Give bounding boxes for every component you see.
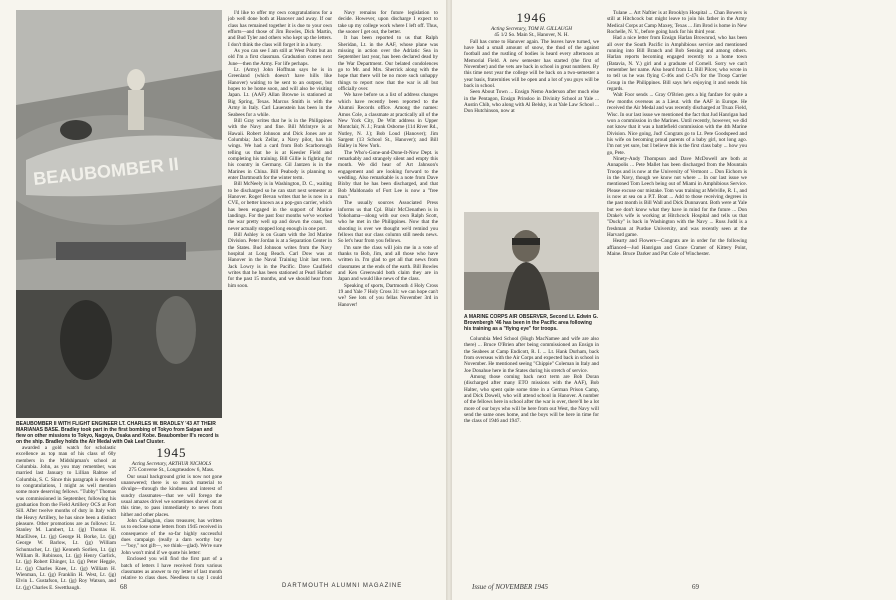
body-paragraph: Fall has come to Hanover again. The leaves have turned, we have had a small amount of snow, the thud of the against football and the rustling of bodies is heard every afternoon at Memorial Field. A new semester has started (the first of November) and the vets are back in school in great numbers. By this time next year the college will be back on a two-semester a year basis, fraternities will be open and a lot of you guys will be back in school. (464, 38, 599, 90)
body-paragraph: Navy remains for future legislation to decide. However, upon discharge I expect to take up my college work where I left off. Thus, the sooner I get out, the better. (338, 10, 438, 36)
body-paragraph: Speaking of sports, Dartmouth 4 Holy Cross 19 and Yale 7 Holy Cross 31: we can hope can't we? See lots of you fellas November 3rd in Hanover! (338, 282, 438, 308)
class-year: 1945 (156, 445, 187, 460)
body-paragraph: The usually sources Associated Press informs us that Cpl. Blair McClenathen is in Yokohama—along with our own Ralph Scott, who he met in the Philippines. Now that the shooting is over we thought we'd remind you fellows that our class column still needs news. So let's hear from you fellows. (338, 200, 438, 245)
issue-footer: Issue of NOVEMBER 1945 (472, 583, 549, 591)
body-paragraph: Among those coming back next term are Bob Doran (discharged after many ETO missions with the AAF), Bob Halter, who spent quite some time in a German Prison Camp, and Dick Dowell, who will attend school in Hanover. A number of the fellows here in school after the war is over, there'll be a lot more of our boys who will be here from out West, the Navy will send the same ones home, and the boys will be here in time for the class of 1946 and 1947. (464, 374, 599, 425)
left-col-4 (338, 10, 438, 578)
left-col-1 (16, 445, 116, 591)
body-paragraph: John Callaghan, class treasurer, has written us to enclose some letters from 1945 received in consequence of the so-far highly successful dues campaign (really a darn worthy buy—"boy," not gift—, we think—glad). We're sure John won't mind if we quote his letter: (121, 518, 222, 556)
photo-caption-rest: Bradley took part in the first bombing of Tokyo from Saipan and flew on other missions to Tokyo, Nagoya, Osaka and Kobe. Beaubomber II's record is on the ship. Bradley holds the Air Medal with Oak Leaf Cluster. (16, 427, 219, 445)
body-paragraph: It has been reported to us that Ralph Sheridan, Lt. in the AAF, whose plane was missing in action over the Adriatic Sea in September last year, has been declared dead by the War Department. Our belated condolences go to Mr. and Mrs. Sherrick along with the hope that there will be no more such unhappy things to report now that the war is all but officially over. (338, 35, 438, 93)
right-col-1 (464, 10, 599, 210)
left-col-3 (228, 10, 332, 578)
class-address: 275 Converse St., Longmeadow 6, Mass. (128, 467, 215, 474)
right-page (452, 0, 896, 600)
body-paragraph: Lt. (Army) John Hoffman says he is in Greenland (which doesn't have hills like Hanover) waiting to be sent to an outpost, but hopes to be home soon, and will also be visiting Japan. Lt. (AAF) Allan Browne is stationed at Big Spring, Texas. Marcus Smith is with the Army in Italy. Carl Lauenstein has been in the Seabees for a while. (228, 67, 332, 118)
right-page-number: 69 (692, 583, 699, 591)
marine-photo-illustration (464, 212, 599, 310)
class-address: 45 1/2 So. Main St., Hanover, N. H. (494, 32, 569, 39)
left-page-number: 68 (120, 583, 127, 591)
body-paragraph: Enclosed you will find the first part of a batch of letters I have received from various classmates as answer to my letter of last month relative to class dues. Needless to say I could (121, 556, 222, 580)
class-1946-header (464, 10, 599, 39)
body-paragraph: Seen About Town ... Ensign Nemo Anderson after much else in the Pentagon, Ensign Prinsloo in Divinity School at Yale ... Austin Chib, who along with Al Belsky, is at Yale Law School ... Don Hutchinson, now at (464, 89, 599, 115)
body-paragraph: I'm sure the class will join me in a vote of thanks to Bob, Jim, and all those who have written in. I'm glad to get all that news from classmates at the ends of the earth. Bill Bowles and Ken Greenwald both claim they are in Japan and would like news of the class. (338, 244, 438, 283)
body-paragraph: Bill Gray writes that he is in the Philippines with the Navy and fine. Bill Mclntyre is at Hawaii. Robert Johnson and Dick Jones are at Columbia; Jack Zellar, a Navy pilot, has his wings. We had a card from Bob Scarborough telling us that he is at Keesler Field and completing his training. Bill Gillie is fighting for his country in Germany. Gil Jantzen is in the Marines in China. Bill Peabody is planning to enter Dartmouth for the winter term. (228, 117, 332, 181)
photo-caption-lead: BEAUBOMBER II WITH FLIGHT ENGINEER LT. CHARLES W. BRADLEY '43 AT THEIR MARIANAS BASE. (16, 421, 216, 433)
bomber-photo-illustration (16, 10, 222, 418)
right-col-2 (607, 10, 747, 578)
nose-art-text: BEAUBOMBER II (32, 153, 180, 189)
marine-photo (464, 212, 599, 310)
body-paragraph: Tulane ... Art Naftier is at Brooklyn Hospital ... Chan Bowers is still at Hitchcock but might leave to join his father in the Army Medical Corps at Camp Maxey, Texas ... Jim Brod is home in New Rochelle, N. Y., before going back for his third year. (607, 10, 747, 36)
body-paragraph: I'd like to offer my own congratulations for a job well done both at Hanover and away. If our class has remained together it is due to your own efforts—and those of Jim Bowles, Dick Martin, and Bud Tyler and others who kept up the letters. I don't think the class will forget it in a hurry. (228, 10, 332, 48)
body-paragraph: Bill McNeely is in Washington, D. C., waiting to be discharged so he can start next semester at Hanover. Roger Bevan writes that he is now in a CVE, or better known as a pop-gun carrier, which has been engaged in the support of Marine landings. For the past four months we've worked the war pretty well up and down the coast, but never actually stopped long enough in one port. (228, 181, 332, 232)
body-paragraph: Walt Foor sends ... Gray O'Brien gets a big fanfare for quite a few months overseas as a Lieut. with the AAF in Europe. He received the Air Medal and was recently discharged at Truax Field, Wisc. In our last issue we mentioned the fact that Jud Hanrigan had won a commission in the Marines. Until recently, however, we did not know that it was a battlefield commission with the 4th Marine Division. Nice going, Jud! Congrats go to Lt. Pete Goodspeed and his wife on becoming proud parents of a baby girl, not long ago. I'm not yet sure, but I believe this is the first class baby ... how you go, Pete. (607, 92, 747, 156)
body-paragraph: Hearty and Flowers—Congrats are in order for the following affianced—Jud Hanrigan and Grace Cramer of Kittery Point, Maine. Bruce Darker and Pat Cole of Winchester. (607, 238, 747, 258)
class-1945-header (121, 445, 222, 474)
body-paragraph: Had a nice letter from Ensign Harlan Brownrud, who has been all over the South Pacific in Amphibious service and mentioned running into Bill Branch and Bob Sensing and among others. Harlan reports becoming engaged recently to a home town (Batavia, N. Y.) girl and a graduate of Cornell. Sorry we can't remember her name. Also heard from Lt. Bill Pilcer, who wrote in to tell us he was flying C-46s and C-47s for the Troop Carrier Group in the Philippines. Bill says he's enjoying it and sends his regards. (607, 35, 747, 93)
left-page (0, 0, 446, 600)
body-paragraph: The Who's-Gone-and-Done-It-Now Dept. is remarkably and strangely silent and empty this month. We did hear of Art Jahnson's engagement and are looking forward to the wedding. Also remarkable is a note from Dave Bixby that he has been discharged, and that Bob Maldonado of Fort Lee is now a "free man." (338, 149, 438, 200)
body-paragraph: Ninety-Andy Thompson and Dave McDowell are both at Annapolis ... Pete Mallet has been discharged from the Mountain Troops and is now at the University of Vermont ... Don Eichorn is in the Navy, though we know not where ... In our last issue we mentioned Tom Leech being out of Miami in Amphibious Service. Please excuse our mistake. Tom was training at Melville, R. I., and is now at sea on a P.T. Boat ... Add to those receiving degrees in the past month is Bill Wall and Dick Dunnavant. Both were at Yale but we don't know what they have in mind for the future ... Don Drake's wife is working at Hitchcock Hospital and tells us that "Ducky" is back in Washington with the Navy ... Russ Judd is a freshman at Purdue University, and was recently seen at the Harvard game. (607, 155, 747, 239)
right-col-1-continued (464, 336, 599, 580)
magazine-name: DARTMOUTH ALUMNI MAGAZINE (282, 583, 403, 589)
body-paragraph: As you can see I am still at West Point but an old I'm a first classman. Graduation comes next June—then the Army. For life perhaps. (228, 48, 332, 67)
bomber-photo (16, 10, 222, 418)
class-secretary: Acting Secretary, ARTHUR NICHOLS (131, 461, 212, 467)
body-paragraph: awarded a gold watch for scholastic excellence as top man of his class of 60y members in the Midshipman's school at Columbia. John, as you may remember, was married last January to Lillian Rabtoe of Columbia, S. C. Since this paragraph is devoted to congratulations, I might as well mention some more deserving fellows. "Tubby" Thomas was commissioned in September, following his graduation from the Field Artillery OCS at Fort Sill. After twelve months of duty in Italy with the Heavy Artillery, he has since been a distinct pleasure. Other promotions are as follows: Lt. Stanley M. Lambert, Lt. (jg) Thomas H. MacElvee, Lt. (jg) George H. Borke, Lt. (jg) George W. Barlow, Lt. (jg) William Schumacher, Lt. (jg) Kenneth Sorlien, Lt. (jg) William R. Robinson, Lt. (jg) Henry Garlick, Lt. (jg) Robert Ehinger, Lt. (jg) Peter Heggie, Lt. (jg) Charles Knee, Lt. (jg) William H. Wienman, Lt. (jg) Franklin H. West, Lt. (jg) Elvin L. Gustafson, Lt. (jg) Roy Watson, and Lt. (jg) Charles E. Swetthaugh. (16, 445, 116, 591)
body-paragraph: Our usual background grist is now not gone unanswered; there is so much material to divulge—through the kindness and interest of sundry classmates—that we will forego the usual amazes drivel we sometimes shovel out at this time, to pass immediately to news from hither and other places. (121, 473, 222, 518)
class-year: 1946 (516, 10, 547, 25)
marine-photo-caption: A MARINE CORPS AIR OBSERVER, Second Lt. Edwin G. Brownbergh '46 has been in the Pacific area following his training as a "flying eye" for troops. (464, 314, 598, 332)
class-secretary: Acting Secretary, TOM H. GILLAUGH (491, 26, 572, 32)
body-paragraph: Bill Ashley is on Guam with the 3rd Marine Division. Peter Jordan is at a Separation Center in the States. Bud Johnson writes from the Navy hospital at Long Beach. Carl Dow was at Hanover in the Naval Training Unit last term. Jack Lowry is in the Pacific. Dave Caulfield writes that he has been stationed at Pearl Harbor for the past 15 months, and we should hear from him soon. (228, 232, 332, 289)
body-paragraph: We have before us a list of address changes which have recently been reported to the Alumni Records office. Among the names: Amos Cole, a classmate at practically all of the New York City, De Witt address in Upper Montclair, N. J.; Frank Osborne (114 River Rd., Nutley, N. J.); Bob Loud (Hanover); Jim Sargent (13 School St., Hanover); and Bill Halley in New York. (338, 92, 438, 150)
left-col-2 (121, 445, 222, 580)
body-paragraph: Columbia Med School (Hugh MacNamee and wife are also there) ... Bruce O'Brien after being commissioned an Ensign in the Seabees at Camp Endicott, R. I. ... Lt. Hank Durham, back from overseas with the Air Corps and expected back in school in November. He mentioned seeing "Chippie" Coleman in Italy and Joe Donahue here in the States during his stretch of service. (464, 336, 599, 374)
photo-caption (16, 421, 222, 445)
